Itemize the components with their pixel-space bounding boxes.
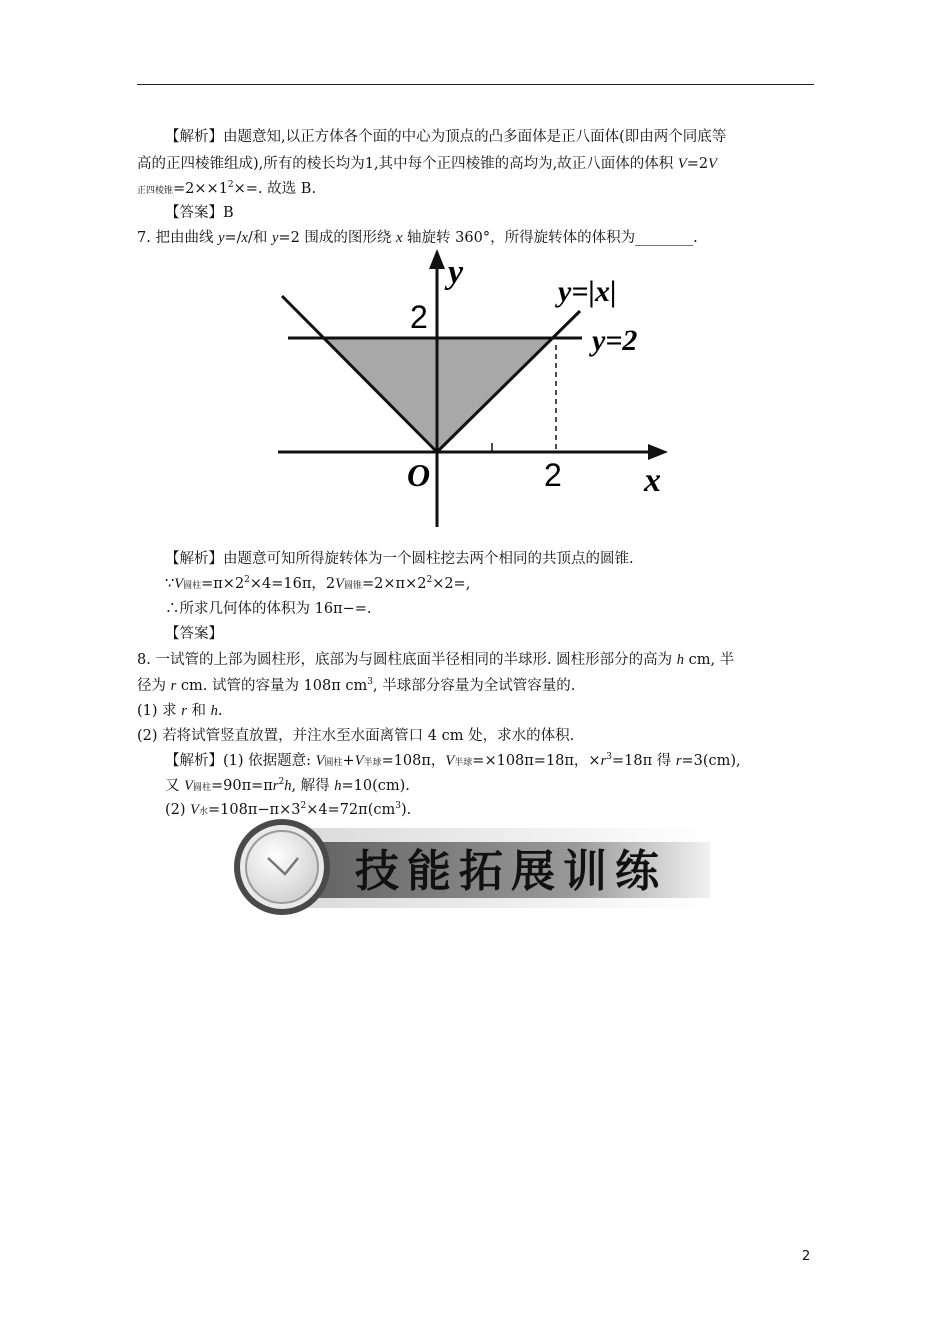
text: ×=. 故选 B. <box>233 181 317 197</box>
var-y: y <box>271 230 279 246</box>
text: ). <box>400 802 412 818</box>
text: cm. 试管的容量为 108π cm <box>176 678 368 694</box>
subscript: 圆柱 <box>192 783 211 793</box>
text: (2) <box>165 802 191 818</box>
text: ×4=16π，2 <box>249 576 336 592</box>
text: =90π=π <box>210 778 273 794</box>
superscript: 2 <box>426 575 433 586</box>
section-banner <box>230 818 710 916</box>
text: =π×2 <box>201 576 245 592</box>
a7-analysis <box>165 549 845 569</box>
p6-analysis-line-2 <box>137 154 817 174</box>
text: 径为 <box>137 678 171 694</box>
var-v: V <box>708 156 717 172</box>
text: . <box>217 703 223 719</box>
var-r: r <box>600 753 607 769</box>
var-v: V <box>445 753 455 769</box>
region-figure <box>270 245 670 530</box>
x-tick-2: 2 <box>544 457 562 493</box>
text: ×4=72π(cm <box>306 802 396 818</box>
var-r: r <box>170 678 177 694</box>
superscript: 3 <box>606 752 612 763</box>
var-h: h <box>210 703 218 719</box>
text: + <box>342 753 355 769</box>
y-tick-2: 2 <box>410 299 428 335</box>
text: 8. 一试管的上部为圆柱形，底部为与圆柱底面半径相同的半球形. 圆柱形部分的高为 <box>137 652 677 668</box>
text: 轴旋转 360°，所得旋转体的体积为________. <box>402 230 698 246</box>
text: , 解得 <box>291 778 335 794</box>
var-v: V <box>184 778 193 794</box>
origin-label: O <box>407 457 431 493</box>
var-h: h <box>284 778 292 794</box>
q8-line-2 <box>137 676 817 696</box>
a7-therefore <box>165 599 845 619</box>
var-y: y <box>218 230 225 246</box>
superscript: 3 <box>395 801 401 812</box>
superscript: 2 <box>227 180 234 191</box>
subscript: 正四棱锥 <box>137 186 174 196</box>
text: =×108π=18π，× <box>472 753 601 769</box>
text: =2 <box>686 156 709 172</box>
header-rule <box>137 84 814 85</box>
var-r: r <box>675 753 682 769</box>
text: =108π−π×3 <box>208 802 301 818</box>
subscript: 半球 <box>454 758 473 768</box>
text: 和 <box>186 703 211 719</box>
a8-line-1 <box>165 751 845 773</box>
subscript: 圆锥 <box>344 581 363 591</box>
text: 7. 把由曲线 <box>137 230 219 246</box>
q8-part-1 <box>137 701 817 721</box>
var-r: r <box>181 703 187 719</box>
var-v: V <box>174 576 184 592</box>
x-axis-label: x <box>644 462 661 499</box>
q8-line-1 <box>137 650 817 670</box>
var-x: x <box>396 230 403 246</box>
text: cm, 半 <box>684 652 735 668</box>
var-v: V <box>677 156 687 172</box>
text: (1) 求 <box>137 703 182 719</box>
a7-calc <box>165 574 845 596</box>
page-number: 2 <box>802 1249 811 1264</box>
text: =108π， <box>381 753 446 769</box>
var-v: V <box>335 576 344 592</box>
var-v: V <box>315 753 325 769</box>
superscript: 2 <box>278 777 285 788</box>
text: ×2=, <box>432 576 471 592</box>
text: 高的正四棱锥组成),所有的棱长均为1,其中每个正四棱锥的高均为,故正八面体的体积 <box>137 156 674 172</box>
subscript: 圆柱 <box>183 581 202 591</box>
text: =/ <box>224 230 242 246</box>
text: ∴所求几何体的体积为 16π−=. <box>165 601 372 617</box>
superscript: 2 <box>300 801 307 812</box>
y-axis-arrow <box>429 249 445 269</box>
var-h: h <box>676 652 685 668</box>
text: =18π 得 <box>611 753 676 769</box>
banner-top-band <box>270 828 710 842</box>
text: =2 围成的图形绕 <box>278 230 397 246</box>
text: =10(cm). <box>341 778 410 794</box>
a7-answer <box>165 624 845 644</box>
text: /和 <box>247 230 272 246</box>
text: 又 <box>165 778 185 794</box>
text: =2×π×2 <box>362 576 427 592</box>
text: 【解析】由题意知,以正方体各个面的中心为顶点的凸多面体是正八面体(即由两个同底等 <box>165 129 727 145</box>
p6-analysis-line-1 <box>165 127 845 147</box>
var-r: r <box>272 778 279 794</box>
subscript: 半球 <box>363 758 382 768</box>
text: 【答案】 <box>165 626 223 642</box>
var-v: V <box>354 753 364 769</box>
p6-answer <box>165 203 845 223</box>
text: 【解析】由题意可知所得旋转体为一个圆柱挖去两个相同的共顶点的圆锥. <box>165 551 634 567</box>
text: =3(cm), <box>681 753 741 769</box>
text: 【解析】(1) 依据题意: <box>165 753 316 769</box>
banner-bottom-band <box>270 898 710 908</box>
curve-label: y=|x| <box>558 275 617 308</box>
subscript: 圆柱 <box>324 758 343 768</box>
var-v: V <box>190 802 200 818</box>
text: , 半球部分容量为全试管容量的. <box>373 678 576 694</box>
text: ∵ <box>165 576 175 592</box>
var-x: x <box>241 230 248 246</box>
var-h: h <box>334 778 342 794</box>
subscript: 水 <box>199 807 209 817</box>
p6-analysis-line-3 <box>137 179 817 201</box>
a8-line-2 <box>165 776 845 798</box>
x-axis-arrow <box>648 444 668 460</box>
text: 【答案】B <box>165 205 234 221</box>
clock-face <box>246 831 318 903</box>
q8-part-2 <box>137 726 817 746</box>
y-axis-label: y <box>448 254 464 291</box>
superscript: 2 <box>244 575 250 586</box>
line-label: y=2 <box>592 324 638 357</box>
text: (2) 若将试管竖直放置，并注水至水面离管口 4 cm 处，求水的体积. <box>137 728 575 744</box>
text: =2××1 <box>173 181 228 197</box>
superscript: 3 <box>367 677 373 688</box>
banner-title: 技能拓展训练 <box>355 846 667 897</box>
